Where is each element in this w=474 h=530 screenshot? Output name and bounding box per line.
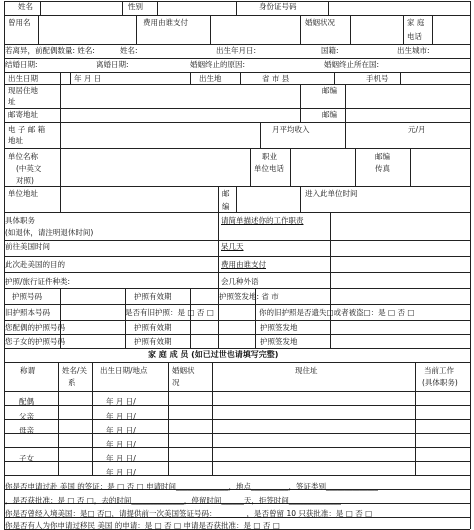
grid-rule: [355, 148, 356, 186]
grid-rule: [432, 15, 433, 44]
row-mother-date: 年 月 日/: [106, 426, 136, 435]
postcode-label-4: 邮: [222, 189, 230, 198]
grid-rule: [70, 72, 71, 84]
prior-visa-question: 你是否申请过赴 美国 的签证：是 □ 否 □ 申请时间______________，地点__________，签证类别______________: [5, 482, 379, 491]
grid-rule: [4, 334, 470, 335]
marital-status-label: 婚姻状况: [305, 18, 335, 27]
col-job-2: (具体职务): [422, 378, 458, 387]
grid-rule: [334, 72, 335, 84]
grid-rule: [4, 475, 470, 476]
col-title: 称谓: [20, 366, 35, 375]
spouse-passport-issue-place-label: 护照签发地: [260, 323, 298, 332]
grid-rule: [190, 72, 191, 84]
grid-rule: [218, 212, 219, 288]
col-job-1: 当前工作: [424, 366, 454, 375]
grid-rule: [212, 362, 213, 475]
row-child-date-1: 年 月 日/: [106, 440, 136, 449]
grid-rule: [4, 405, 470, 406]
col-name-relation-2: 系: [68, 378, 76, 387]
monthly-income-label: 月平均收入: [272, 125, 310, 134]
grid-rule: [4, 240, 470, 241]
old-passport-lost: 你的旧护照是否遗失□或者被盗□：是 □ 否 □: [259, 308, 415, 317]
employer-address-label-1: 单位地址: [8, 189, 38, 198]
grid-rule: [330, 288, 331, 348]
grid-rule: [4, 461, 470, 462]
home-phone-label-1: 家 庭: [407, 18, 425, 27]
grid-rule: [60, 148, 61, 212]
grid-rule: [4, 58, 470, 59]
mailing-address-label: 邮寄地址: [8, 110, 38, 119]
immigration-question: 你是否有人为你申请过移民 美国 的申请：是 □ 否 □ 申请是否获批准：是 □ 否 □: [5, 521, 280, 530]
spouse-birthdate-label: 出生年月日:: [216, 46, 257, 55]
grid-rule: [218, 186, 219, 212]
child-passport-number-label: 您子女的护照号码: [5, 337, 65, 346]
grid-rule: [4, 1, 470, 2]
old-passport-number-label: 旧护照本号码: [5, 308, 50, 317]
grid-rule: [236, 1, 237, 15]
id-number-label: 身份证号码: [259, 2, 297, 11]
grid-rule: [4, 320, 470, 321]
postcode-label-2: 邮编: [322, 110, 337, 119]
grid-rule: [415, 362, 416, 475]
grid-rule: [4, 362, 470, 363]
languages-label: 会几种外语: [221, 277, 259, 286]
birthdate-ymd: 年 月 日: [74, 74, 102, 83]
grid-rule: [4, 288, 470, 289]
nationality-label: 国籍:: [321, 46, 339, 55]
grid-rule: [345, 84, 346, 122]
work-phone-label: 单位电话: [254, 164, 284, 173]
employer-name-label-3: 对照): [16, 176, 34, 185]
grid-rule: [4, 391, 470, 392]
grid-rule: [250, 148, 251, 186]
row-child-date-2: 年 月 日/: [106, 454, 136, 463]
birthdate-label: 出生日期: [8, 74, 38, 83]
grid-rule: [400, 72, 401, 84]
postcode-label-1: 邮编: [322, 86, 337, 95]
duties-label-2: (如退休，请注明退休时间): [5, 228, 94, 237]
passport-type-label: 护照/旅行证件种类:: [5, 277, 71, 286]
marriage-end-reason-label: 婚姻终止的原因:: [190, 60, 246, 69]
passport-number-label: 护照号码: [12, 292, 42, 301]
grid-rule: [403, 15, 404, 44]
birth-city-label: 出生城市:: [397, 46, 430, 55]
grid-rule: [4, 108, 470, 109]
grid-rule: [125, 288, 126, 348]
job-title-label: 职业: [262, 152, 277, 161]
grid-rule: [328, 1, 329, 15]
postcode-label-3: 邮编: [375, 152, 390, 161]
col-current-address: 现住址: [295, 366, 318, 375]
grid-rule: [4, 433, 470, 434]
grid-rule: [157, 1, 158, 15]
employer-name-label-2: (中英文: [16, 164, 42, 173]
grid-rule: [40, 1, 41, 15]
grid-rule: [300, 15, 301, 44]
grid-rule: [4, 272, 470, 273]
former-name-label: 曾用名: [8, 18, 31, 27]
grid-rule: [290, 148, 291, 186]
email-label-2: 地址: [8, 136, 23, 145]
row-child-date-3: 年 月 日/: [106, 468, 136, 477]
spouse-name-label: 姓名:: [120, 46, 138, 55]
spouse-passport-number-label: 您配偶的护照号码: [5, 323, 65, 332]
grid-rule: [4, 44, 470, 45]
length-of-stay: 呆几天: [221, 242, 244, 251]
grid-rule: [300, 84, 301, 122]
us-trip-time-label: 前往美国时间: [5, 242, 50, 251]
passport-issue-place-label: 护照签发地: 省 市: [219, 292, 279, 301]
grid-rule: [122, 1, 123, 15]
province-city-county: 省 市 县: [262, 74, 290, 83]
grid-rule: [300, 186, 301, 212]
yuan-per-month: 元/月: [408, 125, 426, 134]
gender-label: 性别: [128, 2, 143, 11]
col-name-relation-1: 姓名/关: [62, 366, 88, 375]
row-father-label: 父亲: [19, 412, 34, 421]
grid-rule: [4, 186, 470, 187]
duties-description: 请简单描述你的工作职责: [221, 216, 304, 225]
col-marital-2: 况: [172, 378, 180, 387]
family-section-title: 家 庭 成 员 (如已过世也请填写完整): [148, 350, 279, 359]
col-birth-info: 出生日期/地点: [100, 366, 148, 375]
grid-rule: [4, 15, 470, 16]
row-child-label: 子女: [19, 454, 34, 463]
grid-rule: [4, 212, 470, 213]
marriage-date-label: 结婚日期:: [5, 60, 38, 69]
grid-rule: [350, 15, 351, 44]
grid-rule: [38, 15, 39, 44]
grid-rule: [4, 122, 470, 123]
old-passport-question: 是否有旧护照：是 □ 否 □: [125, 308, 214, 317]
grid-rule: [4, 304, 470, 305]
mobile-label: 手机号: [366, 74, 389, 83]
grid-rule: [4, 148, 470, 149]
passport-validity-label: 护照有效期: [134, 292, 172, 301]
grid-rule: [60, 72, 61, 148]
grid-rule: [92, 362, 93, 475]
grid-rule: [345, 122, 346, 148]
child-passport-validity-label: 护照有效期: [134, 337, 172, 346]
row-spouse-date: 年 月 日/: [106, 397, 136, 406]
duties-label-1: 具体职务: [5, 216, 35, 225]
grid-rule: [470, 1, 471, 529]
grid-rule: [4, 447, 470, 448]
spouse-passport-validity-label: 护照有效期: [134, 323, 172, 332]
current-address-label-1: 现居住地: [8, 86, 38, 95]
grid-rule: [168, 362, 169, 475]
row-mother-label: 母亲: [19, 426, 34, 435]
grid-rule: [4, 348, 470, 349]
grid-rule: [4, 256, 470, 257]
grid-rule: [136, 15, 137, 44]
divorce-date-label: 离婚日期:: [96, 60, 129, 69]
postcode-label-5: 编: [222, 202, 230, 211]
fax-label: 传真: [375, 164, 390, 173]
grid-rule: [240, 72, 241, 84]
birthplace-label: 出生地: [199, 74, 222, 83]
trip-payer: 费用由谁支付: [221, 260, 266, 269]
grid-rule: [236, 186, 237, 212]
child-passport-issue-place-label: 护照签发地: [260, 337, 298, 346]
spouse-count-label: 若离异，前配偶数量: 姓名:: [5, 46, 95, 55]
grid-rule: [210, 15, 211, 44]
grid-rule: [260, 122, 261, 148]
grid-rule: [330, 212, 331, 288]
grid-rule: [58, 362, 59, 475]
grid-rule: [4, 84, 470, 85]
grid-rule: [410, 148, 411, 186]
prior-entry-question: 你是否曾经入境美国：是□ 否□，请提供前一次美国签证号码：________，是否曾留 10 只获批准：是 □ 否 □: [5, 509, 373, 518]
email-label-1: 电 子 邮 箱: [8, 125, 46, 134]
row-father-date: 年 月 日/: [106, 412, 136, 421]
grid-rule: [190, 288, 191, 348]
row-spouse-label: 配偶: [19, 397, 34, 406]
employer-name-label-1: 单位名称: [8, 152, 38, 161]
current-address-label-2: 址: [8, 97, 16, 106]
name-label: 姓名: [18, 2, 33, 11]
marriage-end-place-label: 婚姻终止所在国:: [324, 60, 380, 69]
home-phone-label-2: 电话: [407, 32, 422, 41]
col-marital-1: 婚姻状: [172, 366, 195, 375]
employment-date-label: 进入此单位时间: [305, 189, 358, 198]
grid-rule: [4, 419, 470, 420]
prior-visa-result: ，是否获批准：是 □ 否 □，去的时间______________，停留时间______天，拒签时间______________: [5, 496, 342, 505]
cost-payer-label: 费用由谁支付: [143, 18, 188, 27]
trip-purpose-label: 此次赴美国的目的: [5, 260, 65, 269]
